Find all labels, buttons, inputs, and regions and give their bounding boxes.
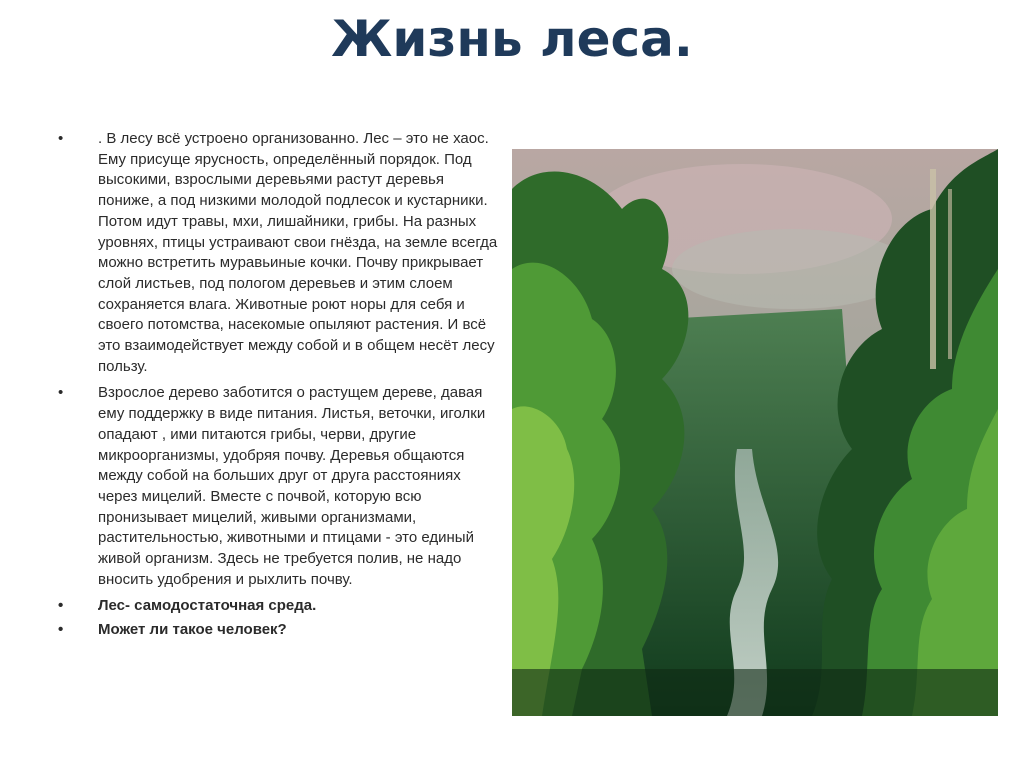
bullet-item-1 [58, 129, 498, 377]
bullet-item-4 [58, 620, 498, 641]
bullet-marker: • [58, 597, 64, 615]
bullet-list [58, 129, 498, 644]
bullet-marker: • [58, 384, 64, 402]
bullet-text-4: Может ли такое человек? [98, 621, 287, 639]
bullet-item-3 [58, 596, 498, 617]
bullet-marker: • [58, 621, 64, 639]
bullet-marker: • [58, 130, 64, 147]
bullet-text-2: Взрослое дерево заботится о растущем дереве, давая ему поддержку в виде питания. Листья, веточки, иголки опадают , ими питаются грибы, черви, другие микроорганизмы, удобряя почву. Деревья общаются между собой на больших друг от друга расстояниях через мицелий. Вместе с почвой, которую всю пронизывает мицелий, живыми организмами, растительностью, животными и птицами - это единый живой организм. Здесь не требуется полив, не надо вносить удобрения и рыхлить почву. [98, 384, 486, 588]
bullet-text-3: Лес- самодостаточная среда. [98, 597, 317, 615]
slide-title: Жизнь леса. [331, 10, 693, 68]
forest-photo [512, 149, 998, 716]
bullet-item-2 [58, 383, 498, 590]
bullet-text-1: . В лесу всё устроено организованно. Лес – это не хаос. Ему присуще ярусность, определённый порядок. Под высокими, взрослыми деревьями растут деревья пониже, а под низкими молодой подлесок и кустарники. Потом идут травы, мхи, лишайники, грибы. На разных уровнях, птицы устраивают свои гнёзда, на земле всегда можно встретить муравьиные кочки. Почву прикрывает слой листьев, под пологом деревьев и этим слоем сохраняется влага. Животные роют норы для себя и своего потомства, насекомые опыляют растения. И всё это взаимодействует между собой и в общем несёт лесу пользу. [98, 130, 498, 375]
